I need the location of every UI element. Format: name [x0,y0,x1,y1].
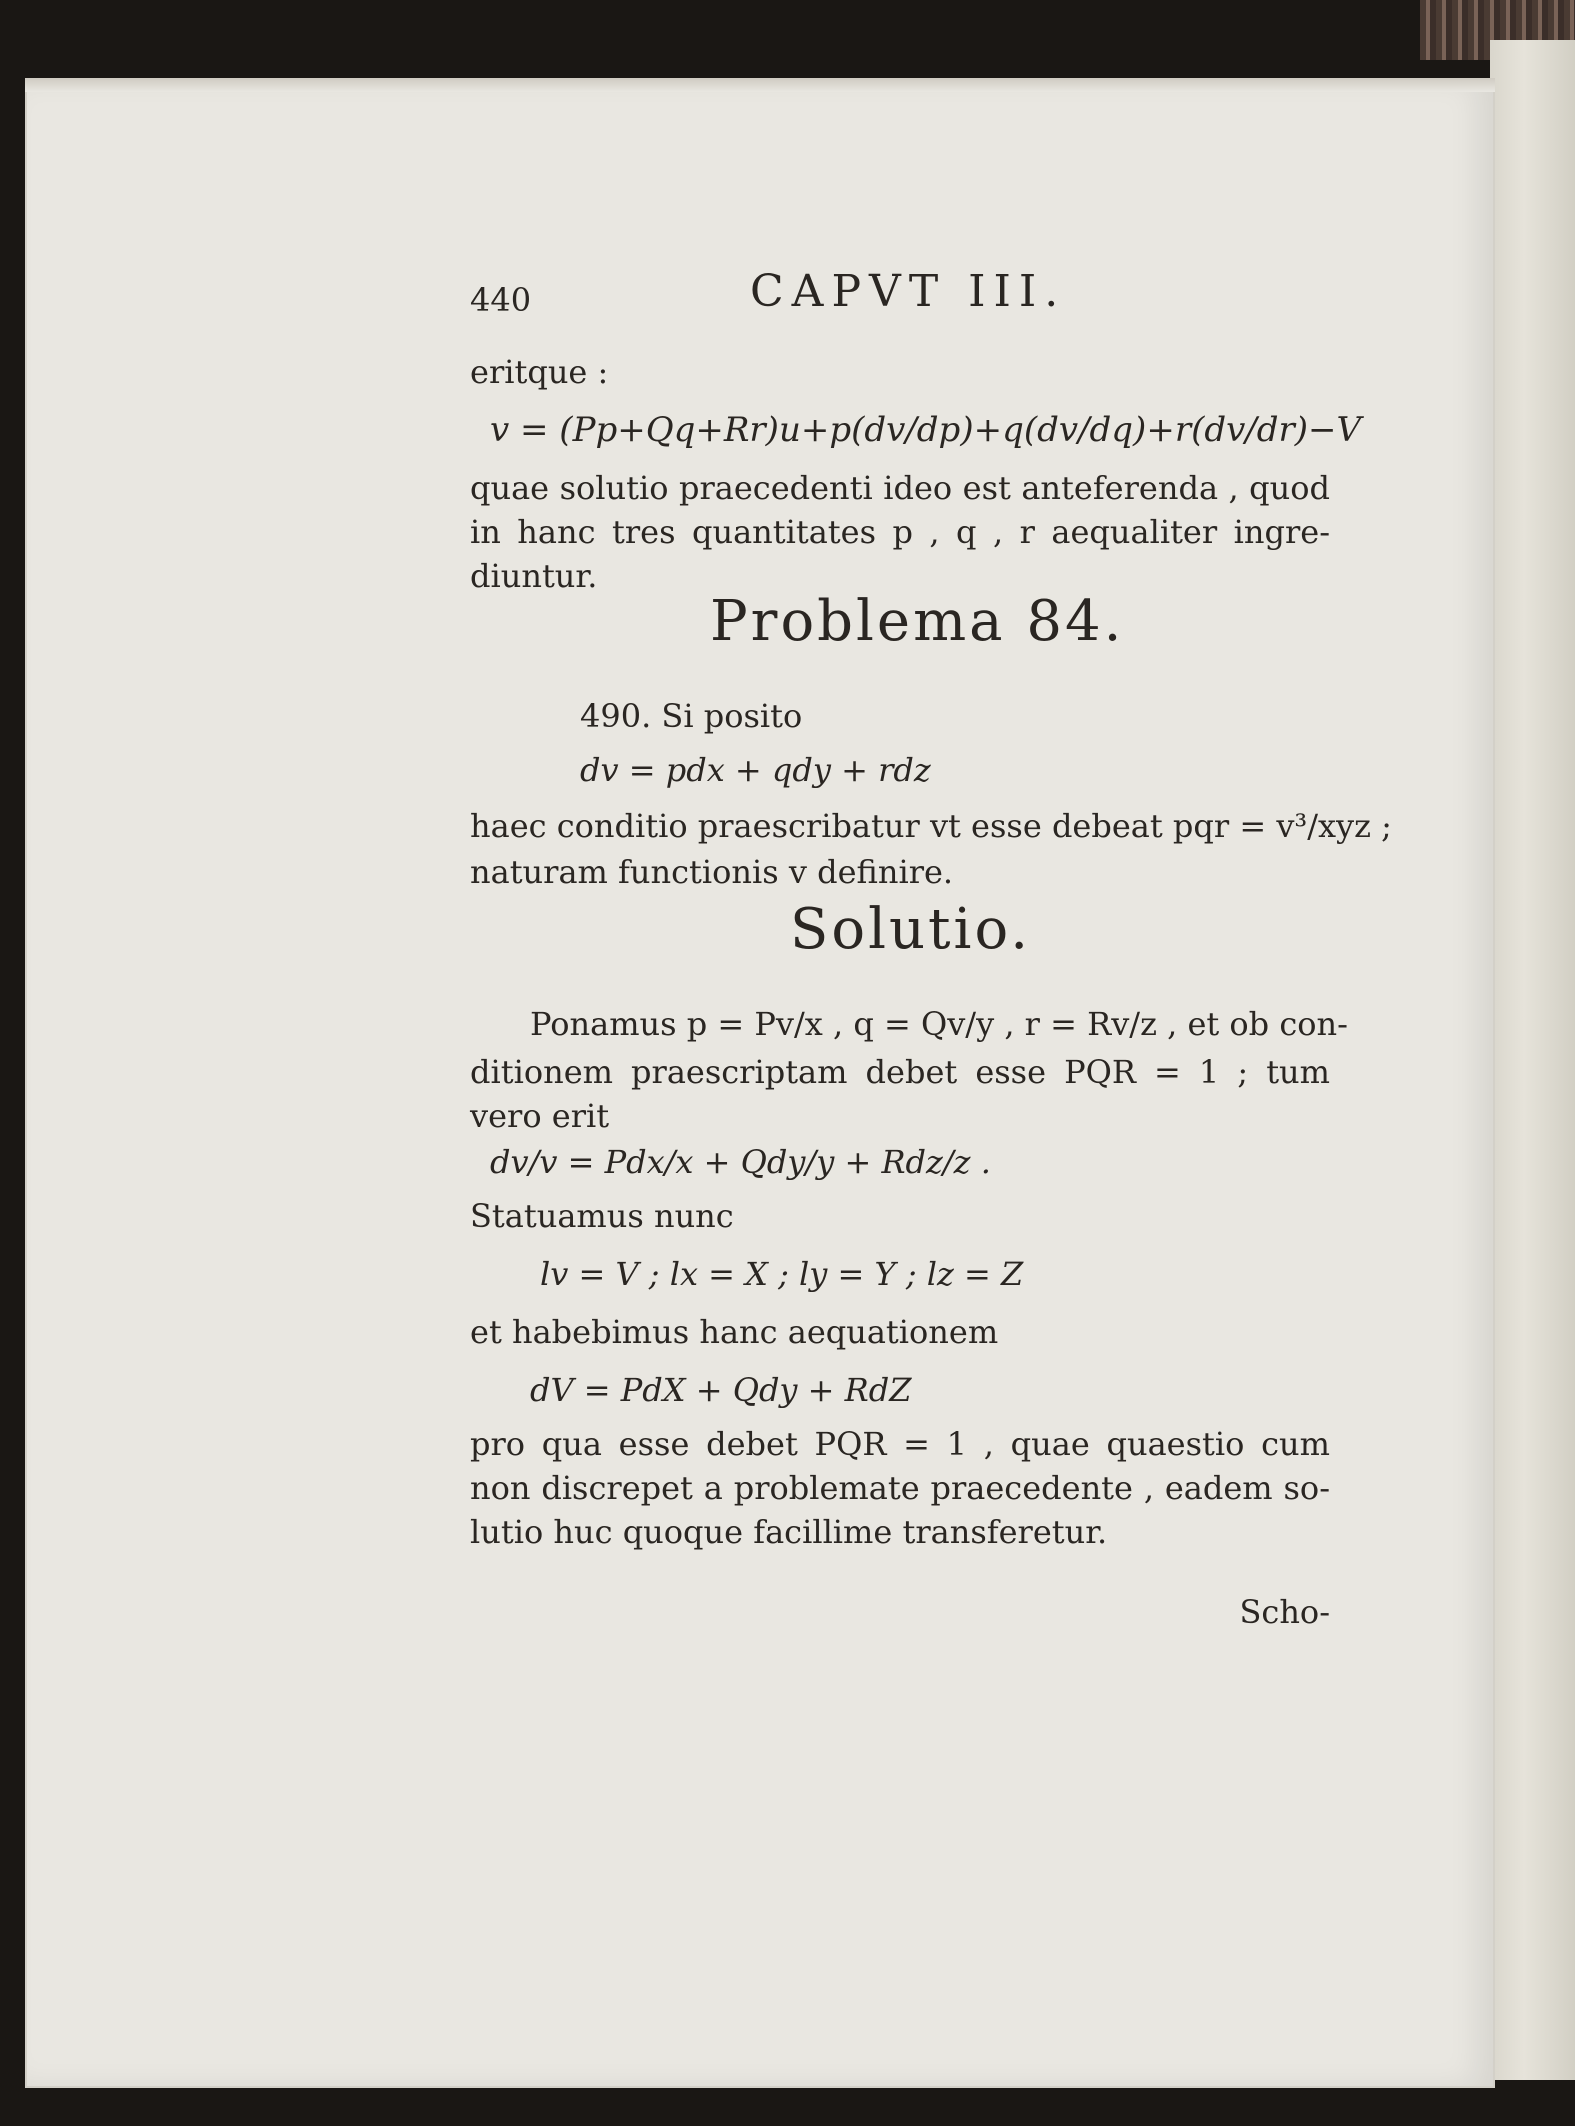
text-line: lutio huc quoque facillime transferetur. [470,1513,1108,1551]
text-line: in hanc tres quantitates p , q , r aequaliter ingre- [470,513,1330,551]
formula-line: dV = PdX + Qdy + RdZ [530,1371,912,1409]
facing-page-edge [1490,40,1575,2080]
catchword: Scho- [1239,1593,1330,1631]
problem-heading: Problema 84. [710,589,1125,654]
formula-line: v = (Pp+Qq+Rr)u+p(dv/dp)+q(dv/dq)+r(dv/dr)−V [490,410,1362,450]
solution-heading: Solutio. [790,897,1031,962]
text-line: et habebimus hanc aequationem [470,1313,999,1351]
text-line: Ponamus p = Pv/x , q = Qv/y , r = Rv/z , et ob con- [530,1005,1348,1043]
text-line: quae solutio praecedenti ideo est anteferenda , quod [470,469,1330,507]
text-line: eritque : [470,353,609,391]
formula-line: dv/v = Pdx/x + Qdy/y + Rdz/z . [490,1143,991,1181]
text-line: naturam functionis v definire. [470,853,954,891]
formula-line: lv = V ; lx = X ; ly = Y ; lz = Z [540,1255,1024,1293]
text-line: 490. Si posito [580,697,803,735]
page-top-edge [25,78,1495,92]
text-line: haec conditio praescribatur vt esse debeat pqr = v³/xyz ; [470,807,1392,845]
text-line: vero erit [470,1097,610,1135]
page-header [470,266,1330,330]
page-number: 440 [470,281,532,319]
text-line: pro qua esse debet PQR = 1 , quae quaestio cum [470,1425,1330,1463]
running-head: CAPVT III. [750,266,1067,317]
formula-line: dv = pdx + qdy + rdz [580,751,931,789]
text-line: ditionem praescriptam debet esse PQR = 1 ; tum [470,1053,1330,1091]
text-line: non discrepet a problemate praecedente , eadem so- [470,1469,1330,1507]
text-line: Statuamus nunc [470,1197,734,1235]
text-line: diuntur. [470,557,598,595]
